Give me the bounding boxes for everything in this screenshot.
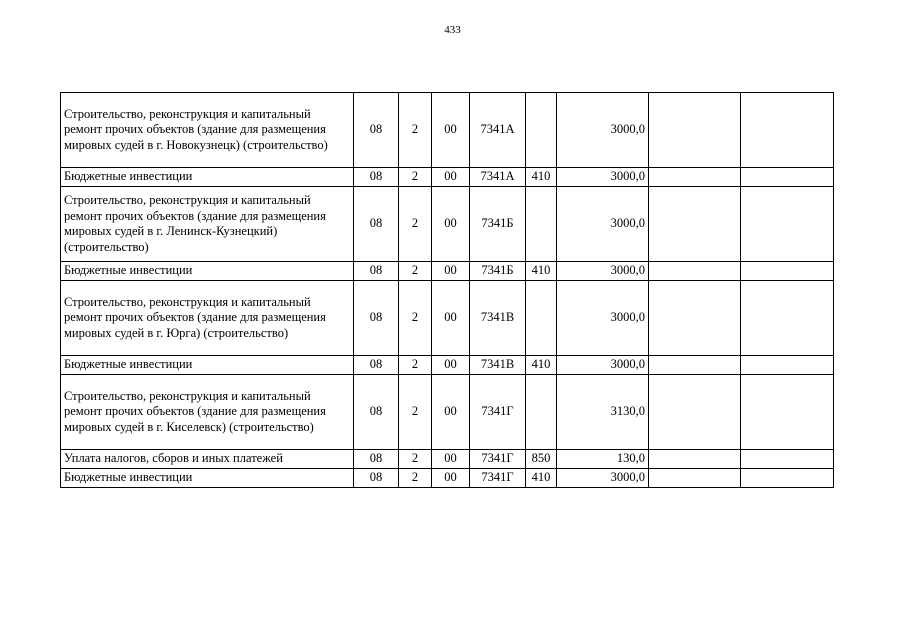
empty-cell [649,356,741,375]
empty-cell [741,187,834,262]
program-cell: 00 [432,450,470,469]
program-cell: 00 [432,281,470,356]
empty-cell [741,356,834,375]
subsection-cell: 2 [399,450,432,469]
section-cell: 08 [354,469,399,488]
row-name-cell: Строительство, реконструкция и капитальный ремонт прочих объектов (здание для размещения мировых судей в г. Юрга) (строительство) [61,281,354,356]
article-cell: 7341Г [470,375,526,450]
amount-cell: 130,0 [557,450,649,469]
table-row [61,93,834,168]
empty-cell [741,93,834,168]
empty-cell [649,469,741,488]
table-row [61,281,834,356]
subsection-cell: 2 [399,168,432,187]
article-cell: 7341В [470,281,526,356]
empty-cell [741,281,834,356]
empty-cell [649,187,741,262]
program-cell: 00 [432,356,470,375]
section-cell: 08 [354,262,399,281]
expense-type-cell: 410 [526,262,557,281]
amount-cell: 3000,0 [557,281,649,356]
section-cell: 08 [354,93,399,168]
table-row [61,187,834,262]
subsection-cell: 2 [399,375,432,450]
section-cell: 08 [354,356,399,375]
article-cell: 7341А [470,93,526,168]
row-name-cell: Бюджетные инвестиции [61,262,354,281]
section-cell: 08 [354,281,399,356]
program-cell: 00 [432,93,470,168]
row-name-cell: Бюджетные инвестиции [61,168,354,187]
article-cell: 7341Б [470,262,526,281]
expense-type-cell [526,187,557,262]
section-cell: 08 [354,168,399,187]
table-row [61,168,834,187]
table-row [61,356,834,375]
amount-cell: 3000,0 [557,187,649,262]
budget-table-body [61,93,834,488]
budget-table [60,92,834,488]
article-cell: 7341Б [470,187,526,262]
expense-type-cell: 410 [526,356,557,375]
section-cell: 08 [354,450,399,469]
empty-cell [741,469,834,488]
article-cell: 7341Г [470,469,526,488]
expense-type-cell: 410 [526,469,557,488]
amount-cell: 3000,0 [557,469,649,488]
expense-type-cell [526,281,557,356]
table-row [61,375,834,450]
subsection-cell: 2 [399,187,432,262]
subsection-cell: 2 [399,356,432,375]
table-row [61,469,834,488]
empty-cell [649,262,741,281]
section-cell: 08 [354,375,399,450]
subsection-cell: 2 [399,281,432,356]
row-name-cell: Уплата налогов, сборов и иных платежей [61,450,354,469]
subsection-cell: 2 [399,93,432,168]
program-cell: 00 [432,375,470,450]
amount-cell: 3000,0 [557,262,649,281]
empty-cell [649,450,741,469]
subsection-cell: 2 [399,469,432,488]
program-cell: 00 [432,168,470,187]
article-cell: 7341Г [470,450,526,469]
article-cell: 7341А [470,168,526,187]
empty-cell [649,93,741,168]
amount-cell: 3000,0 [557,168,649,187]
expense-type-cell: 410 [526,168,557,187]
amount-cell: 3130,0 [557,375,649,450]
row-name-cell: Строительство, реконструкция и капитальный ремонт прочих объектов (здание для размещения мировых судей в г. Ленинск-Кузнецкий) (строительство) [61,187,354,262]
empty-cell [741,375,834,450]
program-cell: 00 [432,187,470,262]
section-cell: 08 [354,187,399,262]
row-name-cell: Строительство, реконструкция и капитальный ремонт прочих объектов (здание для размещения мировых судей в г. Новокузнецк) (строительство) [61,93,354,168]
program-cell: 00 [432,469,470,488]
row-name-cell: Бюджетные инвестиции [61,356,354,375]
empty-cell [649,168,741,187]
expense-type-cell: 850 [526,450,557,469]
amount-cell: 3000,0 [557,93,649,168]
empty-cell [649,375,741,450]
empty-cell [741,450,834,469]
amount-cell: 3000,0 [557,356,649,375]
table-row [61,450,834,469]
article-cell: 7341В [470,356,526,375]
expense-type-cell [526,93,557,168]
row-name-cell: Бюджетные инвестиции [61,469,354,488]
expense-type-cell [526,375,557,450]
empty-cell [649,281,741,356]
program-cell: 00 [432,262,470,281]
page-number: 433 [444,24,461,36]
table-row [61,262,834,281]
row-name-cell: Строительство, реконструкция и капитальный ремонт прочих объектов (здание для размещения мировых судей в г. Киселевск) (строительство) [61,375,354,450]
empty-cell [741,168,834,187]
subsection-cell: 2 [399,262,432,281]
empty-cell [741,262,834,281]
